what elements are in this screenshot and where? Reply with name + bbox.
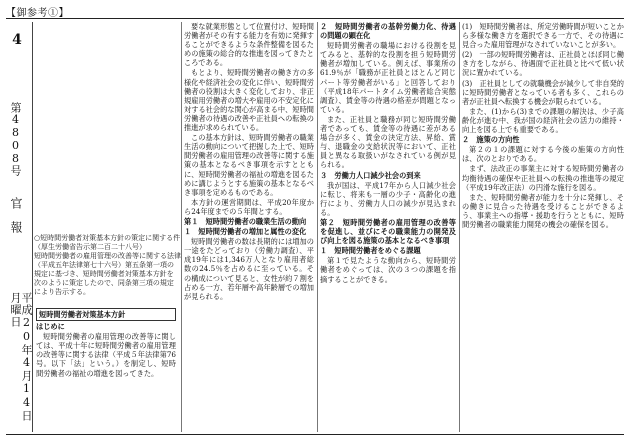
column-2 <box>320 22 456 432</box>
paragraph: この基本方針は、短時間労働者の職業生活の動向について把握した上で、短時間労働者の雇用管理の改善等に関する施策の基本となるべき事項を示すとともに、短時間労働者の福祉の増進を図るために講じようとする施策の基本となるべき事項を定めるものである。 <box>184 133 314 197</box>
notice-line: 次のように策定したので、同条第三項の規定 <box>34 279 174 287</box>
paragraph: 短時間労働者の雇用管理の改善等に関しては、平成十年に短時間労働者の雇用管理の改善等に関する法律（平成５年法律第76号。以下「法」という。）を制定し、短時間労働者の福祉の増進を図ってきた。 <box>36 332 176 378</box>
section-heading: 第２ 短時間労働者の雇用管理の改善等を促進し、並びにその職業能力の開発及び向上を図る施策の基本となるべき事項 <box>320 217 456 246</box>
paragraph: また、短時間労働者が能力を十分に発揮し、その働きに見合った待遇を受けることができるよう、事業主への指導・援助を行うとともに、短時間労働者の職業能力開発の機会の確保を図る。 <box>462 192 624 229</box>
paragraph: 本方針の運営期間は、平成20年度から24年度までの５年間とする。 <box>184 197 314 216</box>
subsection-heading: ３ 労働力人口減少社会の到来 <box>320 170 421 180</box>
bottom-rule <box>6 434 624 435</box>
notice-line: （厚生労働省告示第二百二十八号） <box>34 243 146 251</box>
paragraph: また、(1)から(3)までの課題の解決は、少子高齢化が進む中、我が国の経済社会の活力の維持・向上を図る上でも重要である。 <box>462 106 624 135</box>
top-rule <box>6 18 624 19</box>
list-item: (1) 短時間労働者は、所定労働時間が短いことから多様な働き方を選択できる一方で、その待遇に見合った雇用管理がなされていないことが多い。 <box>462 22 624 50</box>
notice-line: 短時間労働者の雇用管理の改善等に関する法律 <box>34 252 181 260</box>
column-divider <box>459 22 460 432</box>
column-divider <box>317 22 318 432</box>
reference-tag: 【御参考①】 <box>6 8 69 19</box>
gazette-banner <box>6 22 33 432</box>
paragraph: まず、法改正の事業主に対する短時間労働者の均衡待遇の確保や正社員への転換の推進等の規定（平成19年改正法）の円滑な施行を図る。 <box>462 164 624 192</box>
issue-date: 平成20年4月14日 月曜日 <box>9 292 33 434</box>
list-item: (2) 一部の短時間労働者は、正社員とほぼ同じ働き方をしながら、待遇面で正社員と比べて低い状況に置かれている。 <box>462 50 624 78</box>
subsection-heading: ２ 短時間労働者の基幹労働力化、待遇の問題の顕在化 <box>320 22 456 41</box>
section-heading: 第１ 短時間労働者の職業生活の動向 <box>184 216 307 226</box>
paragraph: 短時間労働者の数は長期的には増加の一途をたどっており（労働力調査）、平成19年には1,346万人となり雇用者総数の24.5％を占めるに至っている。その構成について見ると、女性が約７割を占める一方、若年層や高年齢層での増加が見られる。 <box>184 237 314 301</box>
column-1 <box>184 22 314 432</box>
paragraph: もとより、短時間労働者の働き方の多様化や経済社会の変化に伴い、短時間労働者の役割は大きく変化しており、非正規雇用労働者の増大や雇用の不安定化に対する社会的な関心が高まる中、短時間労働者の待遇の改善や正社員への転換の推進が求められている。 <box>184 68 314 133</box>
paragraph: 我が国は、平成17年から人口減少社会に転じ、将来も一層の少子・高齢化の進行により、労働力人口の減少が見込まれる。 <box>320 180 456 217</box>
subsection-heading: １ 短時間労働者をめぐる課題 <box>320 246 421 256</box>
paragraph: また、正社員と職務が同じ短時間労働者であっても、賃金等の待遇に差がある場合が多く、賃金の決定方法、昇給、賞与、退職金の支給状況等において、正社員と異なる取扱いがなされている例が見られる。 <box>320 114 456 170</box>
page-number: 4 <box>9 32 25 48</box>
subsection-heading: ２ 施策の方向性 <box>462 135 520 145</box>
issue-number: 第4808号 <box>9 102 22 176</box>
column-intro <box>36 308 176 436</box>
list-item: (3) 正社員としての就職機会が減少して非自発的に短時間労働者となっている者も多く、これらの者が正社員へ転換する機会が限られている。 <box>462 78 624 106</box>
notice-line: （平成五年法律第七十六号）第五条第一項の <box>34 261 174 269</box>
notice-line: 規定に基づき、短時間労働者対策基本方針を <box>34 270 174 278</box>
paragraph: 短時間労働者の職場における役割を見てみると、基幹的な役割を担う短時間労働者が増加している。例えば、事業所の61.9％が「職務が正社員とほとんど同じパート等労働者がいる」と回答しており（平成18年パートタイム労働者総合実態調査）、賃金等の待遇の格差が問題となっている。 <box>320 41 456 114</box>
intro-heading: はじめに <box>36 322 65 332</box>
notice-line: により告示する。 <box>34 288 90 296</box>
column-divider <box>181 22 182 432</box>
notice-line: ○短時間労働者対策基本方針の策定に関する件 <box>34 234 181 242</box>
column-3 <box>462 22 624 432</box>
policy-title: 短時間労働者対策基本方針 <box>36 308 176 321</box>
notice-block <box>34 234 182 308</box>
paragraph: 第２の１の課題に対する今後の施策の方向性は、次のとおりである。 <box>462 145 624 164</box>
paragraph: 第１で見たような動向から、短時間労働者をめぐっては、次の３つの課題を指摘することができる。 <box>320 256 456 284</box>
paragraph: 要な就業形態として位置付け、短時間労働者がその有する能力を有効に発揮することができるような条件整備を図るための施策の総合的な推進を図ってきたところである。 <box>184 22 314 68</box>
gazette-name: 官 報 <box>9 197 23 233</box>
subsection-heading: １ 短時間労働者の増加と属性の変化 <box>184 227 307 237</box>
